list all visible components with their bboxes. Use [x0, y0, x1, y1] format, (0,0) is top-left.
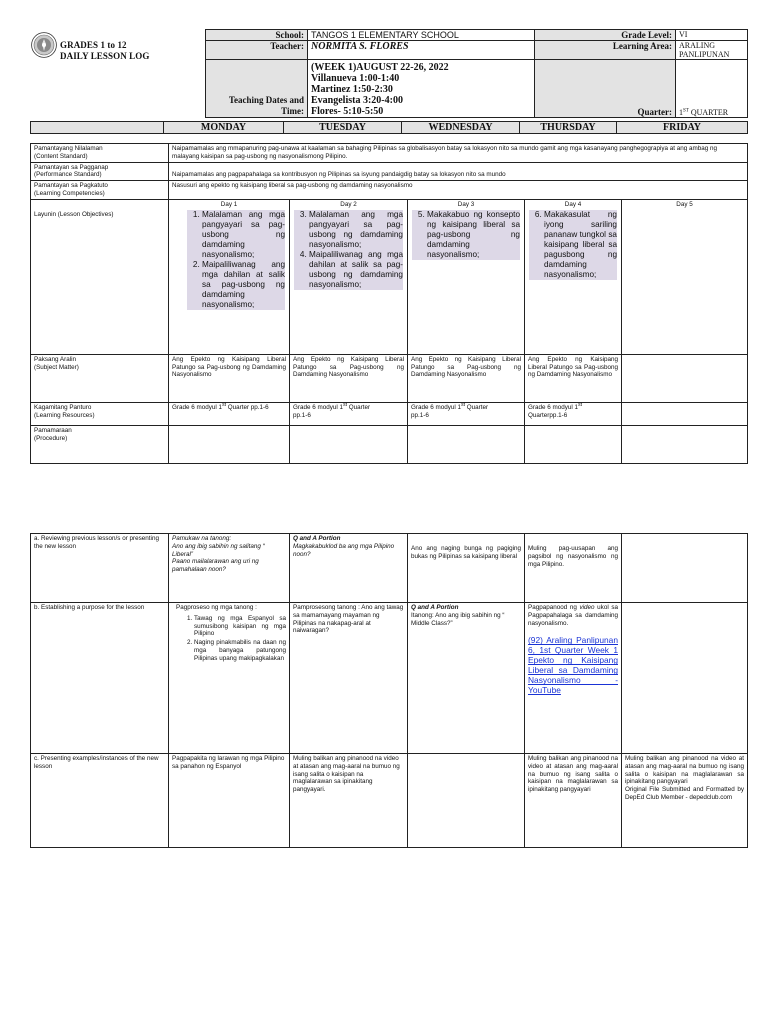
quarter-superscript: ST [683, 108, 689, 114]
objectives-day2 [290, 199, 408, 354]
cell-text: Pagproseso ng mga tanong : [176, 604, 257, 611]
school-value: TANGOS 1 ELEMENTARY SCHOOL [308, 30, 535, 41]
day-header: Day 5 [676, 200, 693, 208]
teacher-label: Teacher: [206, 41, 308, 60]
subject-matter-day1: Ang Epekto ng Kaisipang Liberal Patungo sa Pag-usbong ng Damdaming Nasyonalismo [169, 354, 290, 402]
competency-text: Nasusuri ang epekto ng kaisipang liberal sa pag-usbong ng damdaming nasyonalismo [169, 181, 748, 200]
row-label-line: (Learning Resources) [34, 411, 95, 419]
teaching-dates-label [206, 60, 308, 118]
subject-matter-row [31, 354, 748, 402]
procedure-label [31, 425, 169, 463]
resource-sup: st [343, 401, 347, 408]
row-label-line: Pamantayan sa Pagkatuto [34, 182, 108, 190]
cell-heading: Q and A Portion [293, 535, 341, 542]
form-title [60, 40, 149, 62]
resource-text: Quarter [528, 411, 550, 419]
resource-sup: st [461, 401, 465, 408]
objectives-box [187, 210, 285, 310]
teaching-dates-label-2: Time: [281, 106, 304, 116]
dates-line: Evangelista 3:20-4:00 [311, 95, 403, 106]
procedure-c-label: c. Presenting examples/instances of the new lesson [31, 754, 169, 848]
objective-item: 1. Malalaman ang mga pangyayari sa pag-usbong ng damdaming nasyonalismo; [202, 210, 285, 260]
subject-matter-label [31, 354, 169, 402]
procedure-b-label: b. Establishing a purpose for the lesson [31, 603, 169, 754]
teacher-value: NORMITA S. FLORES [308, 41, 535, 60]
list-item: 1. Tawag ng mga Espanyol sa sumusibong kaisipan ng mga Pilipino [194, 615, 286, 638]
performance-standard-text: Naipamamalas ang pagpapahalaga sa kontribusyon ng Pilipinas sa isyung pandaigdig batay sa lokasyon nito sa mundo [169, 162, 748, 181]
procedure-row [31, 425, 748, 463]
resource-text: Grade 6 modyul 1 [293, 403, 344, 411]
resource-text: Grade 6 modyul 1 [172, 403, 223, 411]
quarter-number: 1 [679, 108, 683, 117]
procedure-day4 [525, 425, 622, 463]
procedure-c-tuesday: Muling balikan ang pinanood na video at atasan ang mag-aaral na bumuo ng isang salita o kaisipan na maglalarawan sa ipinakitang pangyayari. [290, 754, 408, 848]
resources-label [31, 402, 169, 425]
learning-area-value: ARALING PANLIPUNAN [676, 41, 748, 60]
procedure-a-friday [622, 534, 748, 603]
resource-text: Quarter [346, 403, 371, 411]
row-label-line: Paksang Aralin [34, 355, 77, 363]
objectives-day1 [169, 199, 290, 354]
day-tuesday: TUESDAY [284, 122, 402, 134]
subject-matter-day2: Ang Epekto ng Kaisipang Liberal Patungo sa Pag-usbong ng Damdaming Nasyonalismo [290, 354, 408, 402]
subject-matter-day5 [622, 354, 748, 402]
resource-text: Grade 6 modyul 1 [411, 403, 462, 411]
resource-text: pp.1-6 [549, 411, 568, 419]
cell-text: Ano ang ibig sabihin ng salitang “ Liberal” [172, 542, 265, 558]
procedure-day5 [622, 425, 748, 463]
objectives-day3 [408, 199, 525, 354]
competency-row [31, 181, 748, 200]
content-standard-row [31, 144, 748, 163]
procedure-day2 [290, 425, 408, 463]
quarter-label: Quarter: [535, 60, 676, 118]
objectives-day5 [622, 199, 748, 354]
day-header: Day 1 [220, 200, 238, 208]
objectives-day4 [525, 199, 622, 354]
subject-matter-day3: Ang Epekto ng Kaisipang Liberal Patungo sa Pag-usbong ng Damdaming Nasyonalismo [408, 354, 525, 402]
procedure-b-wednesday [408, 603, 525, 754]
cell-text: Paano mailalarawan ang uri ng pamahalaan noon? [172, 558, 259, 574]
procedure-b-tuesday: Pamprosesong tanong : Ano ang tawag sa mamamayang mayaman ng Pilipinas na nakapag-aral at naiwaragan? [290, 603, 408, 754]
day-thursday: THURSDAY [520, 122, 617, 134]
procedure-day3 [408, 425, 525, 463]
content-standard-text: Naipamamalas ang mmapanuring pag-unawa at kaalaman sa bahaging Pilipinas sa globalisasyon batay sa lokasyon nito sa mundo gamit ang mga kasanayang panghegograpiya at ang ambag ng malayang kaisipan sa pag-usbong ng nasyonalismong Pilipino. [169, 144, 748, 163]
cell-text: Pagpapanood ng [528, 604, 580, 611]
performance-standard-row [31, 162, 748, 181]
procedure-c-thursday: Muling balikan ang pinanood na video at atasan ang mag-aaral na bumuo ng isang salita o kaisipan na maglalarawan sa ipinakitang pangyayari [525, 754, 622, 848]
objective-item: 2. Maipaliliwanag ang mga dahilan at salik sa pag-usbong ng damdaming nasyonalismo; [202, 260, 285, 310]
grade-level-label: Grade Level: [535, 30, 676, 41]
list-item: 2. Naging pinakmabilis na daan ng mga banyaga patungong Pilipinas upang makipagkalakan [194, 639, 286, 662]
row-label-line: (Subject Matter) [34, 363, 79, 371]
day-monday: MONDAY [164, 122, 284, 134]
procedure-c-wednesday [408, 754, 525, 848]
day-wednesday: WEDNESDAY [402, 122, 520, 134]
resources-day1 [169, 402, 290, 425]
procedure-a-wednesday: Ano ang naging bunga ng pagiging bukas ng Pilipinas sa kaisipang liberal [408, 534, 525, 603]
row-label-line: Pamantayang Nilalaman [34, 145, 103, 152]
dates-line: Martinez 1:50-2:30 [311, 84, 393, 95]
performance-standard-label [31, 162, 169, 181]
title-line-1: GRADES 1 to 12 [60, 40, 127, 50]
procedure-a-label: a. Reviewing previous lesson/s or presenting the new lesson [31, 534, 169, 603]
dates-line: Flores- 5:10-5:50 [311, 106, 384, 117]
day-header: Day 3 [457, 200, 475, 208]
procedure-b-row [31, 603, 748, 754]
lesson-plan-table-2 [30, 533, 748, 848]
resource-text: pp.1-6 [293, 411, 311, 419]
title-line-2: DAILY LESSON LOG [60, 51, 150, 61]
competency-label [31, 181, 169, 200]
subject-matter-day4: Ang Epekto ng Kaisipang Liberal Patungo sa Pag-usbong ng Damdaming Nasyonalismo [525, 354, 622, 402]
cell-text: Muling balikan ang pinanood na video at atasan ang mag-aaral na bumuo ng isang salita o kaisipan na maglalarawan sa ipinakitang pangyayari [625, 755, 744, 786]
procedure-c-friday [622, 754, 748, 848]
procedure-a-tuesday [290, 534, 408, 603]
cell-text: Pamukaw na tanong: [172, 535, 232, 542]
objective-item: 3. Malalaman ang mga pangyayari sa pag-usbong ng damdaming nasyonalismo; [309, 210, 403, 250]
resource-text: Quarter pp.1-6 [225, 403, 269, 411]
resource-sup: st [222, 401, 226, 408]
lesson-plan-table-1 [30, 143, 748, 464]
cell-heading: Q and A Portion [411, 604, 459, 611]
procedure-c-monday: Pagpapakita ng larawan ng mga Pilipino sa panahon ng Espanyol [169, 754, 290, 848]
resource-text: Grade 6 modyul 1 [528, 403, 579, 411]
content-standard-label [31, 144, 169, 163]
youtube-video-link[interactable]: (92) Araling Panlipunan 6, 1st Quarter Week 1 Epekto ng Kaisipang Liberal sa Damdaming Nasyonalismo - YouTube [528, 635, 618, 696]
objectives-row [31, 199, 748, 354]
objectives-label: Layunin (Lesson Objectives) [31, 199, 169, 354]
cell-text: video [579, 604, 595, 611]
day-header: Day 4 [564, 200, 582, 208]
procedure-day1 [169, 425, 290, 463]
cell-text: ukol sa Pagpapahalaga sa damdaming nasyonalismo. [528, 604, 618, 627]
row-label-line: Pamamaraan [34, 426, 72, 434]
resource-text: Quarter [464, 403, 489, 411]
row-label-line: (Content Standard) [34, 152, 88, 160]
row-label-line: Kagamitang Panturo [34, 403, 92, 411]
row-label-line: (Performance Standard) [34, 171, 102, 179]
procedure-c-row [31, 754, 748, 848]
cell-text: Original File Submitted and Formatted by DepEd Club Member - depedclub.com [625, 786, 744, 801]
teaching-dates-label-1: Teaching Dates and [228, 95, 304, 105]
quarter-value [676, 60, 748, 118]
objective-item: 6. Makakasulat ng iyong sariling pananaw tungkol sa kaisipang liberal sa pagusbong ng damdaming nasyonalismo; [544, 210, 617, 280]
objectives-box [294, 210, 403, 290]
days-header-table [30, 121, 748, 134]
procedure-b-friday [622, 603, 748, 754]
days-header-blank [31, 122, 164, 134]
procedure-b-monday [169, 603, 290, 754]
resource-text: pp.1-6 [411, 411, 429, 419]
procedure-a-row [31, 534, 748, 603]
row-label-line: (Procedure) [34, 434, 68, 442]
objective-item: 4. Maipaliliwanag ang mga dahilan at salik sa pag-usbong ng damdaming nasyonalismo; [309, 250, 403, 290]
grade-level-value: VI [676, 30, 748, 41]
cell-text: Itanong: Ano ang ibig sabihin ng “ Middle Class?” [411, 611, 505, 627]
objectives-box [412, 210, 520, 260]
resources-row [31, 402, 748, 425]
resource-sup: st [578, 401, 582, 408]
learning-area-label: Learning Area: [535, 41, 676, 60]
procedure-a-thursday: Muling pag-uusapan ang pagsibol ng nasyonalismo ng mga Pilipino. [525, 534, 622, 603]
objectives-box [529, 210, 617, 280]
deped-seal-logo [31, 32, 57, 58]
day-friday: FRIDAY [617, 122, 748, 134]
dates-line: (WEEK 1)AUGUST 22-26, 2022 [311, 62, 449, 73]
resources-day4 [525, 402, 622, 425]
day-header: Day 2 [340, 200, 357, 208]
header-info-table [205, 29, 748, 118]
school-label: School: [206, 30, 308, 41]
row-label-line: (Learning Competencies) [34, 189, 105, 197]
procedure-b-thursday [525, 603, 622, 754]
cell-text: Magkakabuklod ba ang mga Pilipino noon? [293, 542, 395, 558]
resources-day5 [622, 402, 748, 425]
objective-item: 5. Makakabuo ng konsepto ng kaisipang liberal sa pag-usbong ng damdaming nasyonalismo; [427, 210, 520, 260]
resources-day2 [290, 402, 408, 425]
quarter-word: QUARTER [688, 108, 729, 117]
row-label-line: Pamantayan sa Pagganap [34, 163, 109, 171]
procedure-a-monday [169, 534, 290, 603]
teaching-dates-value [308, 60, 535, 118]
dates-line: Villanueva 1:00-1:40 [311, 73, 400, 84]
resources-day3 [408, 402, 525, 425]
